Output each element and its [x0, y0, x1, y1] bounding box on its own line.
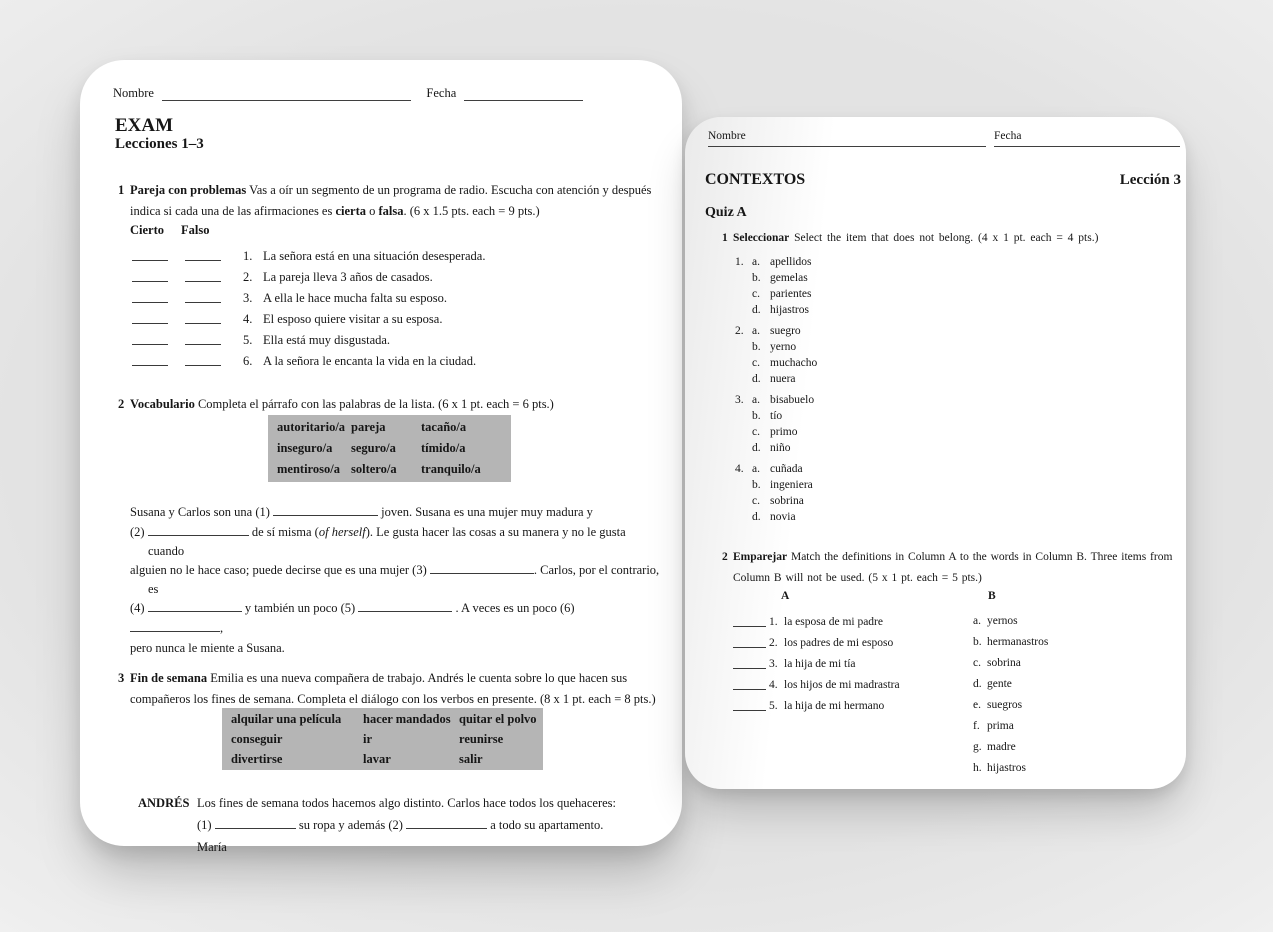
word: salir [459, 752, 483, 766]
option-text: muchacho [770, 357, 818, 369]
item-number-spacer [735, 339, 752, 355]
date-blank-line [994, 130, 1180, 147]
paragraph-line: cuando [148, 544, 185, 558]
section-title: Vocabulario [130, 397, 195, 411]
statement-text: Ella está muy disgustada. [263, 333, 391, 347]
option-letter: a. [752, 463, 760, 475]
date-blank-line [464, 86, 583, 101]
item-number: 4. [735, 463, 744, 475]
paragraph-line: pero nunca le miente a Susana. [130, 641, 285, 655]
para-text: de sí misma ( [248, 525, 319, 539]
choice-row [735, 286, 817, 302]
para-text: (2) [130, 525, 148, 539]
item-number-spacer [735, 286, 752, 302]
option-text: bisabuelo [770, 394, 815, 406]
cierta-bold: cierta [335, 204, 366, 218]
option-letter: b. [752, 479, 761, 491]
word-row [973, 695, 1048, 716]
definition-number: 1. [769, 616, 778, 628]
word: quitar el polvo [459, 712, 537, 726]
page-subtitle: Lecciones 1–3 [115, 136, 204, 153]
section-intro [130, 394, 670, 415]
word: hacer mandados [363, 712, 451, 726]
name-date-row [708, 130, 1180, 147]
word-text: sobrina [987, 657, 1021, 669]
choice-row [735, 254, 817, 270]
true-false-list [132, 246, 485, 372]
para-text: (4) [130, 601, 148, 615]
option-text: apellidos [770, 256, 812, 268]
section-title: Emparejar [733, 551, 788, 563]
matching-column-a [733, 612, 900, 717]
verb-blank-2 [406, 815, 487, 829]
choice-row [735, 339, 817, 355]
word-letter: f. [973, 720, 980, 732]
word-text: prima [987, 720, 1014, 732]
statement-number: 2. [243, 270, 253, 284]
intro-text: o [366, 204, 379, 218]
choice-row [735, 302, 817, 318]
statement-text: El esposo quiere visitar a su esposa. [263, 312, 443, 326]
section-intro-text: Vas a oír un segmento de un programa de radio. Escucha con atención y después [246, 183, 652, 197]
item-number: 1. [735, 256, 744, 268]
word-row [973, 611, 1048, 632]
statement-row [132, 288, 485, 309]
paragraph-line: es [148, 582, 159, 596]
para-text: joven. Susana es una mujer muy madura y [378, 505, 593, 519]
choice-row [735, 424, 817, 440]
choice-row [735, 355, 817, 371]
cierto-answer-blank [132, 365, 168, 366]
option-text: tío [770, 410, 783, 422]
italic-translation: of herself [318, 525, 366, 539]
statement-row [132, 330, 485, 351]
lesson-label: Lección 3 [1119, 172, 1181, 188]
word-letter: e. [973, 699, 981, 711]
word: divertirse [231, 752, 283, 766]
answer-blank [733, 710, 766, 711]
verbs-word-box [222, 708, 543, 770]
section-fin-de-semana [118, 668, 675, 710]
page-title: CONTEXTOS [705, 171, 806, 188]
name-date-row [113, 86, 583, 101]
word: tranquilo/a [421, 462, 481, 476]
item-number-spacer [735, 509, 752, 525]
falso-answer-blank [185, 344, 221, 345]
definition-number: 5. [769, 700, 778, 712]
statement-number: 1. [243, 249, 253, 263]
section-vocabulario [118, 394, 670, 415]
statement-row [132, 351, 485, 372]
date-label: Fecha [994, 130, 1022, 142]
option-letter: c. [752, 357, 760, 369]
option-text: niño [770, 442, 791, 454]
option-letter: b. [752, 341, 761, 353]
dialogue-line-cutoff: María [197, 840, 227, 854]
answer-blank [733, 668, 766, 669]
section-number: 1 [118, 183, 125, 197]
contextos-page [685, 117, 1186, 789]
falso-answer-blank [185, 260, 221, 261]
option-text: nuera [770, 373, 796, 385]
fill-in-paragraph [130, 502, 662, 658]
section-number: 2 [118, 397, 125, 411]
paragraph-line [130, 598, 662, 638]
word-text: hijastros [987, 762, 1026, 774]
para-text: alguien no le hace caso; puede decirse que es una mujer (3) [130, 563, 430, 577]
statement-number: 3. [243, 291, 253, 305]
option-letter: d. [752, 442, 761, 454]
option-text: primo [770, 426, 798, 438]
fill-blank-3 [430, 560, 534, 574]
section-number: 1 [722, 232, 728, 244]
section-intro-text: Select the item that does not belong. (4 x 1 pt. each = 4 pts.) [789, 232, 1099, 244]
word-letter: c. [973, 657, 981, 669]
vocabulary-word-box [268, 415, 511, 482]
name-label: Nombre [708, 130, 746, 142]
fill-blank-1 [273, 502, 378, 516]
choice-group [735, 254, 817, 318]
option-letter: c. [752, 495, 760, 507]
statement-text: La pareja lleva 3 años de casados. [263, 270, 433, 284]
choice-row [735, 493, 817, 509]
option-text: hijastros [770, 304, 809, 316]
section-number: 3 [118, 671, 125, 685]
para-text: Susana y Carlos son una (1) [130, 505, 274, 519]
para-text: ). Le gusta hacer las cosas a su manera y no le gusta [365, 525, 626, 539]
points-text: . (6 x 1.5 pts. each = 9 pts.) [403, 204, 540, 218]
statement-text: A ella le hace mucha falta su esposo. [263, 291, 447, 305]
word-row [973, 674, 1048, 695]
choice-row [735, 477, 817, 493]
definition-number: 2. [769, 637, 778, 649]
matching-row [733, 654, 900, 675]
exam-title-block [115, 115, 204, 153]
speaker-name: ANDRÉS [138, 796, 190, 810]
definition-text: los hijos de mi madrastra [784, 679, 900, 691]
intro-text: indica si cada una de las afirmaciones es [130, 204, 336, 218]
matching-row [733, 612, 900, 633]
section-intro-text: Emilia es una nueva compañera de trabajo. Andrés le cuenta sobre lo que hacen sus [207, 671, 628, 685]
matching-row [733, 633, 900, 654]
option-text: cuñada [770, 463, 803, 475]
word-row [973, 737, 1048, 758]
option-letter: b. [752, 410, 761, 422]
definition-number: 3. [769, 658, 778, 670]
option-text: parientes [770, 288, 812, 300]
word: alquilar una película [231, 712, 342, 726]
fill-blank-4 [148, 598, 242, 612]
option-text: suegro [770, 325, 801, 337]
fill-blank-5 [358, 598, 452, 612]
word-text: suegros [987, 699, 1023, 711]
verb-blank-1 [215, 815, 296, 829]
section-pareja-con-problemas [118, 180, 670, 222]
section-emparejar [722, 547, 1188, 589]
title-row [705, 171, 1181, 189]
definition-text: la hija de mi hermano [784, 700, 885, 712]
option-letter: a. [752, 394, 760, 406]
word: autoritario/a [277, 420, 346, 434]
item-number-spacer [735, 371, 752, 387]
name-label: Nombre [113, 86, 154, 100]
cierto-falso-headers [130, 223, 210, 238]
definition-text: la esposa de mi padre [784, 616, 883, 628]
item-number-spacer [735, 477, 752, 493]
option-letter: a. [752, 325, 760, 337]
word: mentiroso/a [277, 462, 340, 476]
word-text: madre [987, 741, 1016, 753]
falso-answer-blank [185, 302, 221, 303]
choice-row [735, 323, 817, 339]
statement-text: A la señora le encanta la vida en la ciudad. [263, 354, 477, 368]
word-letter: h. [973, 762, 982, 774]
choice-row [735, 461, 817, 477]
option-text: novia [770, 511, 796, 523]
choice-row [735, 270, 817, 286]
word-text: yernos [987, 615, 1018, 627]
section-title: Fin de semana [130, 671, 208, 685]
cierto-answer-blank [132, 281, 168, 282]
cierto-answer-blank [132, 260, 168, 261]
section-title: Seleccionar [733, 232, 790, 244]
option-text: yerno [770, 341, 797, 353]
word-text: hermanastros [987, 636, 1049, 648]
section-number: 2 [722, 551, 728, 563]
word: tacaño/a [421, 420, 467, 434]
name-blank-line [162, 86, 411, 101]
exam-page [80, 60, 682, 854]
option-letter: b. [752, 272, 761, 284]
quiz-heading: Quiz A [705, 205, 747, 220]
statement-number: 5. [243, 333, 253, 347]
section-intro-line2: compañeros los fines de semana. Completa el diálogo con los verbos en presente. (8 x 1 pt. each = 8 pts.) [130, 692, 656, 706]
section-seleccionar [722, 231, 1183, 246]
choice-row [735, 371, 817, 387]
item-number-spacer [735, 424, 752, 440]
statement-text: La señora está en una situación desesperada. [263, 249, 486, 263]
section-intro-line1 [130, 668, 675, 689]
choice-row [735, 440, 817, 456]
option-letter: a. [752, 256, 760, 268]
option-letter: c. [752, 426, 760, 438]
word-row [973, 716, 1048, 737]
dialogue-block [138, 792, 668, 858]
dialogue-text: a todo su apartamento. [487, 818, 604, 832]
word-letter: a. [973, 615, 981, 627]
answer-blank [733, 689, 766, 690]
word-letter: b. [973, 636, 982, 648]
option-text: ingeniera [770, 479, 813, 491]
multiple-choice-list [735, 254, 817, 530]
matching-column-b [973, 611, 1048, 779]
choice-row [735, 392, 817, 408]
falso-answer-blank [185, 323, 221, 324]
cierto-answer-blank [132, 323, 168, 324]
word-text: gente [987, 678, 1012, 690]
choice-group [735, 461, 817, 525]
para-text: , [220, 621, 224, 635]
para-text: . Carlos, por el contrario, [533, 563, 660, 577]
statement-number: 6. [243, 354, 253, 368]
column-a-header: A [781, 590, 790, 602]
item-number-spacer [735, 355, 752, 371]
option-text: gemelas [770, 272, 808, 284]
choice-group [735, 323, 817, 387]
choice-row [735, 509, 817, 525]
column-b-header: B [988, 590, 996, 602]
page-title: EXAM [115, 115, 174, 136]
item-number: 3. [735, 394, 744, 406]
falso-answer-blank [185, 365, 221, 366]
definition-number: 4. [769, 679, 778, 691]
choice-group [735, 392, 817, 456]
item-number-spacer [735, 408, 752, 424]
statement-row [132, 246, 485, 267]
matching-row [733, 675, 900, 696]
falsa-bold: falsa [378, 204, 404, 218]
word: soltero/a [351, 462, 397, 476]
word: tímido/a [421, 441, 466, 455]
dialogue-text: (1) [197, 818, 215, 832]
paragraph-line [130, 560, 662, 580]
statement-number: 4. [243, 312, 253, 326]
cierto-header: Cierto [130, 223, 165, 237]
dialogue-line [138, 792, 668, 814]
paragraph-line [130, 502, 662, 522]
cierto-answer-blank [132, 302, 168, 303]
item-number-spacer [735, 270, 752, 286]
dialogue-text: su ropa y además (2) [295, 818, 407, 832]
word: lavar [363, 752, 391, 766]
section-intro-line2 [130, 201, 670, 222]
answer-blank [733, 647, 766, 648]
word: pareja [351, 420, 386, 434]
para-text: y también un poco (5) [241, 601, 359, 615]
word: ir [363, 732, 373, 746]
word: conseguir [231, 732, 283, 746]
para-text: . A veces es un poco (6) [452, 601, 575, 615]
word-row [973, 653, 1048, 674]
option-letter: d. [752, 511, 761, 523]
word-row [973, 632, 1048, 653]
option-text: sobrina [770, 495, 804, 507]
date-label: Fecha [426, 86, 457, 100]
name-blank-line [708, 130, 986, 147]
item-number: 2. [735, 325, 744, 337]
section-intro-line1 [130, 180, 670, 201]
option-letter: c. [752, 288, 760, 300]
section-intro-text: Completa el párrafo con las palabras de la lista. (6 x 1 pt. each = 6 pts.) [194, 397, 554, 411]
section-intro-text: Match the definitions in Column A to the words in Column B. Three items from Column B will not be used. (5 x 1 pt. each = 5 pts.) [733, 551, 1173, 584]
word: reunirse [459, 732, 504, 746]
word: seguro/a [351, 441, 396, 455]
item-number-spacer [735, 302, 752, 318]
definition-text: los padres de mi esposo [784, 637, 894, 649]
statement-row [132, 267, 485, 288]
answer-blank [733, 626, 766, 627]
option-letter: d. [752, 373, 761, 385]
cierto-answer-blank [132, 344, 168, 345]
section-title: Pareja con problemas [130, 183, 247, 197]
dialogue-text: Los fines de semana todos hacemos algo distinto. Carlos hace todos los quehaceres: [197, 796, 616, 810]
word: inseguro/a [277, 441, 333, 455]
statement-row [132, 309, 485, 330]
fill-blank-2 [148, 522, 249, 536]
word-letter: d. [973, 678, 982, 690]
option-letter: d. [752, 304, 761, 316]
falso-answer-blank [185, 281, 221, 282]
falso-header: Falso [181, 223, 210, 237]
word-row [973, 758, 1048, 779]
matching-row [733, 696, 900, 717]
choice-row [735, 408, 817, 424]
word-letter: g. [973, 741, 982, 753]
item-number-spacer [735, 440, 752, 456]
paragraph-line [130, 522, 662, 542]
definition-text: la hija de mi tía [784, 658, 856, 670]
dialogue-line [197, 814, 668, 836]
item-number-spacer [735, 493, 752, 509]
fill-blank-6 [130, 618, 220, 632]
